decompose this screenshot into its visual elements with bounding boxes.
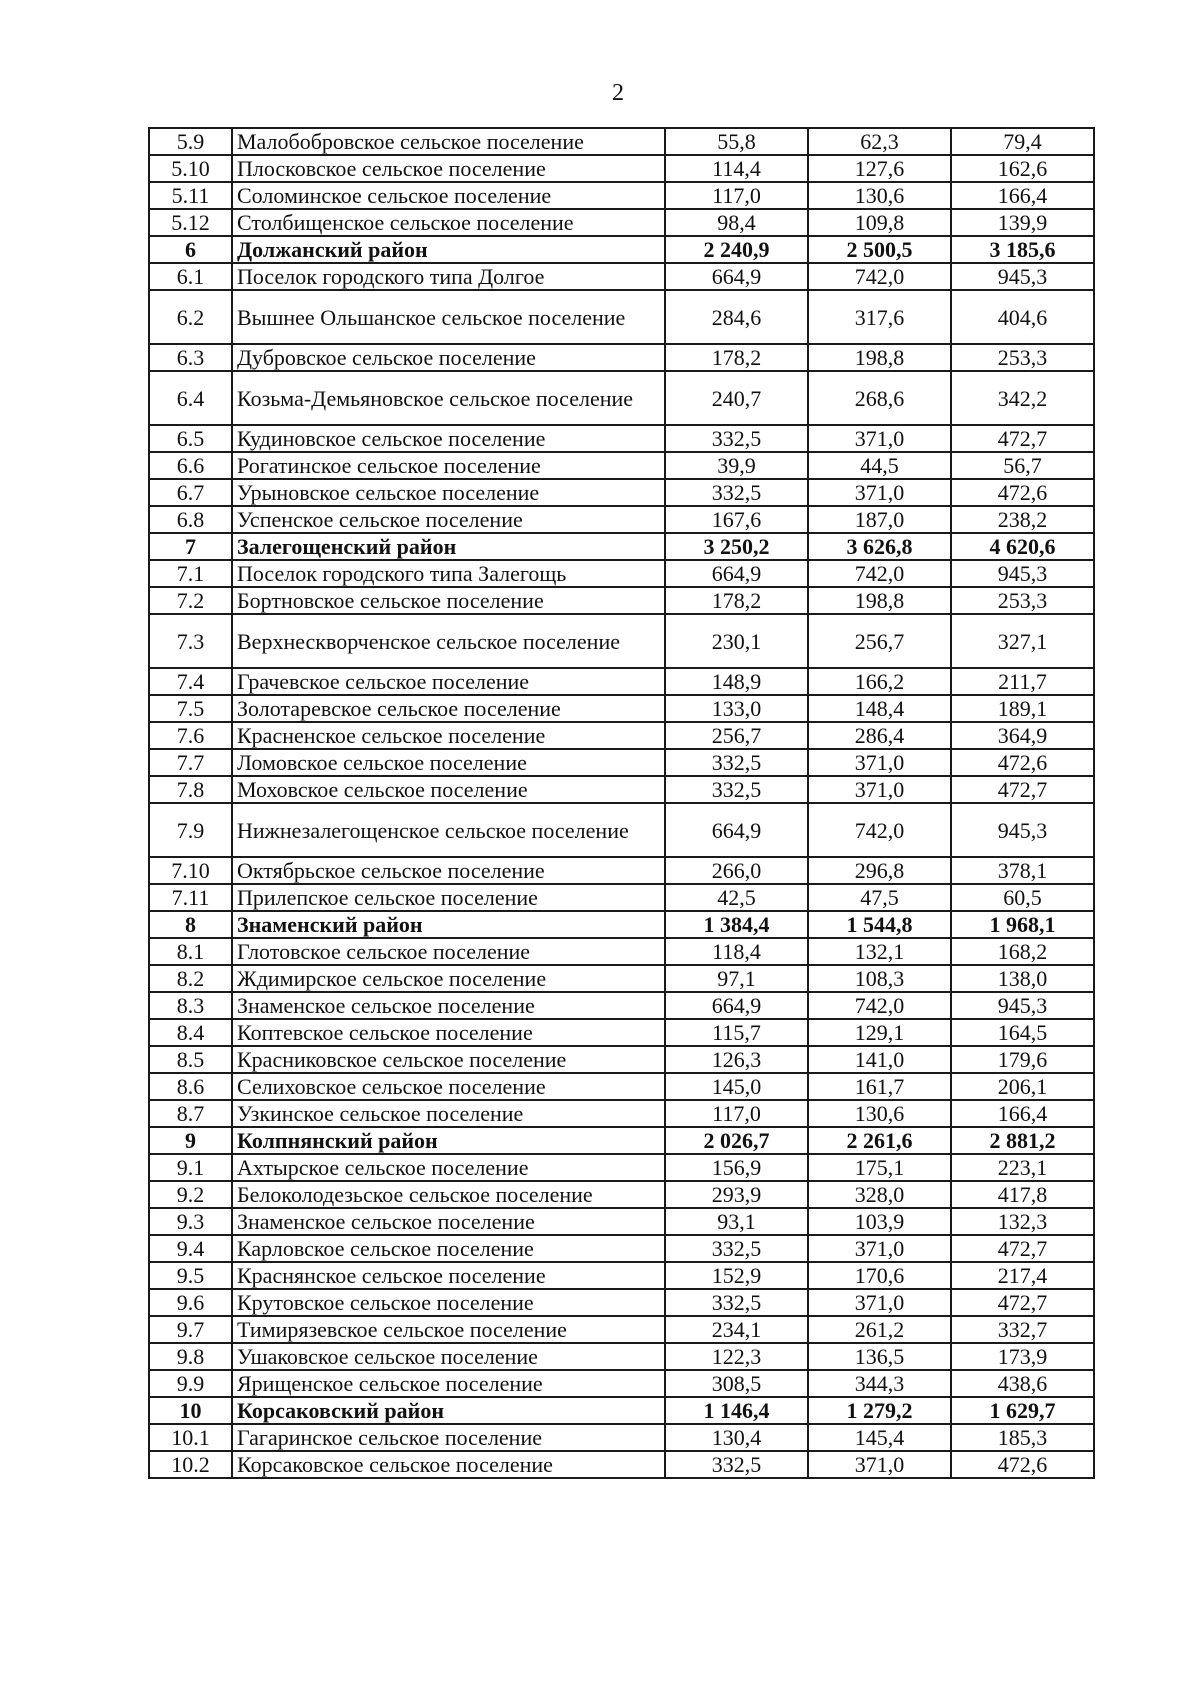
value-2-cell: 166,2 bbox=[808, 668, 951, 695]
settlement-name-cell: Ломовское сельское поселение bbox=[232, 749, 665, 776]
value-3-cell: 168,2 bbox=[951, 938, 1094, 965]
table-row bbox=[149, 1343, 1094, 1370]
value-2-cell: 3 626,8 bbox=[808, 533, 951, 560]
value-1-cell: 117,0 bbox=[665, 182, 808, 209]
settlement-name-cell: Нижнезалегощенское сельское поселение bbox=[232, 803, 665, 857]
settlement-name-cell: Должанский район bbox=[232, 236, 665, 263]
budget-table-container bbox=[148, 127, 1095, 1479]
row-number-cell: 9.6 bbox=[149, 1289, 232, 1316]
row-number-cell: 8.1 bbox=[149, 938, 232, 965]
table-row bbox=[149, 749, 1094, 776]
value-1-cell: 664,9 bbox=[665, 992, 808, 1019]
value-2-cell: 130,6 bbox=[808, 182, 951, 209]
table-row bbox=[149, 560, 1094, 587]
value-1-cell: 293,9 bbox=[665, 1181, 808, 1208]
value-1-cell: 117,0 bbox=[665, 1100, 808, 1127]
value-3-cell: 332,7 bbox=[951, 1316, 1094, 1343]
value-1-cell: 1 146,4 bbox=[665, 1397, 808, 1424]
value-2-cell: 198,8 bbox=[808, 344, 951, 371]
table-row bbox=[149, 1262, 1094, 1289]
settlement-name-cell: Бортновское сельское поселение bbox=[232, 587, 665, 614]
settlement-name-cell: Колпнянский район bbox=[232, 1127, 665, 1154]
value-3-cell: 56,7 bbox=[951, 452, 1094, 479]
row-number-cell: 9 bbox=[149, 1127, 232, 1154]
value-2-cell: 286,4 bbox=[808, 722, 951, 749]
table-row bbox=[149, 668, 1094, 695]
value-1-cell: 332,5 bbox=[665, 425, 808, 452]
row-number-cell: 5.10 bbox=[149, 155, 232, 182]
row-number-cell: 5.12 bbox=[149, 209, 232, 236]
row-number-cell: 8 bbox=[149, 911, 232, 938]
value-1-cell: 55,8 bbox=[665, 128, 808, 155]
row-number-cell: 9.1 bbox=[149, 1154, 232, 1181]
table-row bbox=[149, 1181, 1094, 1208]
value-3-cell: 945,3 bbox=[951, 263, 1094, 290]
settlement-name-cell: Знаменский район bbox=[232, 911, 665, 938]
table-row bbox=[149, 1370, 1094, 1397]
settlement-name-cell: Знаменское сельское поселение bbox=[232, 1208, 665, 1235]
value-1-cell: 3 250,2 bbox=[665, 533, 808, 560]
table-row bbox=[149, 803, 1094, 857]
value-3-cell: 472,6 bbox=[951, 479, 1094, 506]
row-number-cell: 6.7 bbox=[149, 479, 232, 506]
value-1-cell: 332,5 bbox=[665, 776, 808, 803]
value-3-cell: 472,7 bbox=[951, 776, 1094, 803]
value-1-cell: 230,1 bbox=[665, 614, 808, 668]
value-3-cell: 173,9 bbox=[951, 1343, 1094, 1370]
value-2-cell: 2 500,5 bbox=[808, 236, 951, 263]
value-3-cell: 4 620,6 bbox=[951, 533, 1094, 560]
table-row bbox=[149, 587, 1094, 614]
row-number-cell: 9.9 bbox=[149, 1370, 232, 1397]
value-1-cell: 167,6 bbox=[665, 506, 808, 533]
value-3-cell: 945,3 bbox=[951, 803, 1094, 857]
value-2-cell: 130,6 bbox=[808, 1100, 951, 1127]
value-3-cell: 166,4 bbox=[951, 1100, 1094, 1127]
value-2-cell: 328,0 bbox=[808, 1181, 951, 1208]
value-3-cell: 189,1 bbox=[951, 695, 1094, 722]
row-number-cell: 6.6 bbox=[149, 452, 232, 479]
budget-table bbox=[148, 127, 1095, 1479]
value-2-cell: 317,6 bbox=[808, 290, 951, 344]
row-number-cell: 7.5 bbox=[149, 695, 232, 722]
value-1-cell: 93,1 bbox=[665, 1208, 808, 1235]
row-number-cell: 7 bbox=[149, 533, 232, 560]
settlement-name-cell: Корсаковский район bbox=[232, 1397, 665, 1424]
value-1-cell: 284,6 bbox=[665, 290, 808, 344]
table-row bbox=[149, 452, 1094, 479]
settlement-name-cell: Крутовское сельское поселение bbox=[232, 1289, 665, 1316]
table-row bbox=[149, 182, 1094, 209]
value-3-cell: 1 968,1 bbox=[951, 911, 1094, 938]
row-number-cell: 7.10 bbox=[149, 857, 232, 884]
value-1-cell: 130,4 bbox=[665, 1424, 808, 1451]
settlement-name-cell: Селиховское сельское поселение bbox=[232, 1073, 665, 1100]
value-3-cell: 404,6 bbox=[951, 290, 1094, 344]
value-2-cell: 2 261,6 bbox=[808, 1127, 951, 1154]
settlement-name-cell: Октябрьское сельское поселение bbox=[232, 857, 665, 884]
table-row bbox=[149, 1019, 1094, 1046]
row-number-cell: 8.3 bbox=[149, 992, 232, 1019]
row-number-cell: 5.11 bbox=[149, 182, 232, 209]
value-3-cell: 472,7 bbox=[951, 425, 1094, 452]
value-3-cell: 185,3 bbox=[951, 1424, 1094, 1451]
value-1-cell: 118,4 bbox=[665, 938, 808, 965]
settlement-name-cell: Кудиновское сельское поселение bbox=[232, 425, 665, 452]
settlement-name-cell: Моховское сельское поселение bbox=[232, 776, 665, 803]
value-2-cell: 268,6 bbox=[808, 371, 951, 425]
table-row bbox=[149, 344, 1094, 371]
value-3-cell: 79,4 bbox=[951, 128, 1094, 155]
value-2-cell: 141,0 bbox=[808, 1046, 951, 1073]
value-1-cell: 664,9 bbox=[665, 560, 808, 587]
value-1-cell: 332,5 bbox=[665, 749, 808, 776]
value-3-cell: 162,6 bbox=[951, 155, 1094, 182]
row-number-cell: 9.5 bbox=[149, 1262, 232, 1289]
settlement-name-cell: Золотаревское сельское поселение bbox=[232, 695, 665, 722]
value-1-cell: 332,5 bbox=[665, 1451, 808, 1478]
value-3-cell: 378,1 bbox=[951, 857, 1094, 884]
value-3-cell: 472,7 bbox=[951, 1235, 1094, 1262]
value-2-cell: 127,6 bbox=[808, 155, 951, 182]
district-row bbox=[149, 236, 1094, 263]
row-number-cell: 8.6 bbox=[149, 1073, 232, 1100]
table-row bbox=[149, 992, 1094, 1019]
row-number-cell: 7.7 bbox=[149, 749, 232, 776]
settlement-name-cell: Прилепское сельское поселение bbox=[232, 884, 665, 911]
value-1-cell: 664,9 bbox=[665, 803, 808, 857]
value-1-cell: 126,3 bbox=[665, 1046, 808, 1073]
value-3-cell: 211,7 bbox=[951, 668, 1094, 695]
table-row bbox=[149, 1154, 1094, 1181]
row-number-cell: 7.4 bbox=[149, 668, 232, 695]
table-row bbox=[149, 1046, 1094, 1073]
value-1-cell: 332,5 bbox=[665, 1289, 808, 1316]
settlement-name-cell: Грачевское сельское поселение bbox=[232, 668, 665, 695]
value-2-cell: 148,4 bbox=[808, 695, 951, 722]
settlement-name-cell: Плосковское сельское поселение bbox=[232, 155, 665, 182]
value-2-cell: 44,5 bbox=[808, 452, 951, 479]
district-row bbox=[149, 1397, 1094, 1424]
row-number-cell: 10.1 bbox=[149, 1424, 232, 1451]
value-3-cell: 253,3 bbox=[951, 344, 1094, 371]
row-number-cell: 8.2 bbox=[149, 965, 232, 992]
row-number-cell: 8.7 bbox=[149, 1100, 232, 1127]
settlement-name-cell: Красниковское сельское поселение bbox=[232, 1046, 665, 1073]
settlement-name-cell: Соломинское сельское поселение bbox=[232, 182, 665, 209]
value-3-cell: 327,1 bbox=[951, 614, 1094, 668]
settlement-name-cell: Гагаринское сельское поселение bbox=[232, 1424, 665, 1451]
settlement-name-cell: Коптевское сельское поселение bbox=[232, 1019, 665, 1046]
value-3-cell: 945,3 bbox=[951, 560, 1094, 587]
value-2-cell: 261,2 bbox=[808, 1316, 951, 1343]
value-1-cell: 133,0 bbox=[665, 695, 808, 722]
row-number-cell: 7.6 bbox=[149, 722, 232, 749]
settlement-name-cell: Рогатинское сельское поселение bbox=[232, 452, 665, 479]
value-2-cell: 742,0 bbox=[808, 992, 951, 1019]
value-3-cell: 217,4 bbox=[951, 1262, 1094, 1289]
settlement-name-cell: Столбищенское сельское поселение bbox=[232, 209, 665, 236]
value-2-cell: 132,1 bbox=[808, 938, 951, 965]
settlement-name-cell: Корсаковское сельское поселение bbox=[232, 1451, 665, 1478]
settlement-name-cell: Красненское сельское поселение bbox=[232, 722, 665, 749]
settlement-name-cell: Козьма-Демьяновское сельское поселение bbox=[232, 371, 665, 425]
value-3-cell: 139,9 bbox=[951, 209, 1094, 236]
table-row bbox=[149, 776, 1094, 803]
table-row bbox=[149, 290, 1094, 344]
settlement-name-cell: Узкинское сельское поселение bbox=[232, 1100, 665, 1127]
value-1-cell: 122,3 bbox=[665, 1343, 808, 1370]
value-1-cell: 332,5 bbox=[665, 479, 808, 506]
value-2-cell: 371,0 bbox=[808, 776, 951, 803]
value-1-cell: 2 026,7 bbox=[665, 1127, 808, 1154]
table-row bbox=[149, 1289, 1094, 1316]
value-1-cell: 97,1 bbox=[665, 965, 808, 992]
table-row bbox=[149, 128, 1094, 155]
value-1-cell: 332,5 bbox=[665, 1235, 808, 1262]
settlement-name-cell: Успенское сельское поселение bbox=[232, 506, 665, 533]
table-row bbox=[149, 1235, 1094, 1262]
value-3-cell: 138,0 bbox=[951, 965, 1094, 992]
value-1-cell: 178,2 bbox=[665, 587, 808, 614]
table-row bbox=[149, 938, 1094, 965]
table-row bbox=[149, 965, 1094, 992]
settlement-name-cell: Урыновское сельское поселение bbox=[232, 479, 665, 506]
row-number-cell: 10 bbox=[149, 1397, 232, 1424]
value-2-cell: 344,3 bbox=[808, 1370, 951, 1397]
table-row bbox=[149, 479, 1094, 506]
value-2-cell: 371,0 bbox=[808, 749, 951, 776]
value-1-cell: 240,7 bbox=[665, 371, 808, 425]
value-2-cell: 170,6 bbox=[808, 1262, 951, 1289]
district-row bbox=[149, 1127, 1094, 1154]
table-row bbox=[149, 1073, 1094, 1100]
value-3-cell: 945,3 bbox=[951, 992, 1094, 1019]
row-number-cell: 7.11 bbox=[149, 884, 232, 911]
district-row bbox=[149, 911, 1094, 938]
value-3-cell: 472,6 bbox=[951, 749, 1094, 776]
row-number-cell: 8.5 bbox=[149, 1046, 232, 1073]
row-number-cell: 7.3 bbox=[149, 614, 232, 668]
settlement-name-cell: Знаменское сельское поселение bbox=[232, 992, 665, 1019]
value-1-cell: 1 384,4 bbox=[665, 911, 808, 938]
value-1-cell: 256,7 bbox=[665, 722, 808, 749]
settlement-name-cell: Краснянское сельское поселение bbox=[232, 1262, 665, 1289]
value-2-cell: 371,0 bbox=[808, 425, 951, 452]
table-row bbox=[149, 722, 1094, 749]
settlement-name-cell: Ахтырское сельское поселение bbox=[232, 1154, 665, 1181]
settlement-name-cell: Ушаковское сельское поселение bbox=[232, 1343, 665, 1370]
value-1-cell: 2 240,9 bbox=[665, 236, 808, 263]
value-2-cell: 742,0 bbox=[808, 560, 951, 587]
settlement-name-cell: Дубровское сельское поселение bbox=[232, 344, 665, 371]
value-3-cell: 3 185,6 bbox=[951, 236, 1094, 263]
value-3-cell: 164,5 bbox=[951, 1019, 1094, 1046]
table-row bbox=[149, 1451, 1094, 1478]
value-2-cell: 1 279,2 bbox=[808, 1397, 951, 1424]
row-number-cell: 8.4 bbox=[149, 1019, 232, 1046]
value-1-cell: 42,5 bbox=[665, 884, 808, 911]
value-1-cell: 156,9 bbox=[665, 1154, 808, 1181]
value-1-cell: 664,9 bbox=[665, 263, 808, 290]
value-3-cell: 472,6 bbox=[951, 1451, 1094, 1478]
row-number-cell: 7.8 bbox=[149, 776, 232, 803]
row-number-cell: 6.2 bbox=[149, 290, 232, 344]
row-number-cell: 6.3 bbox=[149, 344, 232, 371]
district-row bbox=[149, 533, 1094, 560]
settlement-name-cell: Карловское сельское поселение bbox=[232, 1235, 665, 1262]
table-row bbox=[149, 614, 1094, 668]
table-row bbox=[149, 857, 1094, 884]
row-number-cell: 6.1 bbox=[149, 263, 232, 290]
value-2-cell: 742,0 bbox=[808, 803, 951, 857]
value-2-cell: 371,0 bbox=[808, 1289, 951, 1316]
row-number-cell: 9.3 bbox=[149, 1208, 232, 1235]
value-3-cell: 472,7 bbox=[951, 1289, 1094, 1316]
value-2-cell: 62,3 bbox=[808, 128, 951, 155]
table-row bbox=[149, 371, 1094, 425]
row-number-cell: 9.8 bbox=[149, 1343, 232, 1370]
settlement-name-cell: Белоколодезьское сельское поселение bbox=[232, 1181, 665, 1208]
value-3-cell: 179,6 bbox=[951, 1046, 1094, 1073]
value-2-cell: 47,5 bbox=[808, 884, 951, 911]
value-3-cell: 438,6 bbox=[951, 1370, 1094, 1397]
value-2-cell: 371,0 bbox=[808, 479, 951, 506]
value-1-cell: 308,5 bbox=[665, 1370, 808, 1397]
settlement-name-cell: Залегощенский район bbox=[232, 533, 665, 560]
value-3-cell: 364,9 bbox=[951, 722, 1094, 749]
value-2-cell: 371,0 bbox=[808, 1235, 951, 1262]
table-row bbox=[149, 1316, 1094, 1343]
settlement-name-cell: Вышнее Ольшанское сельское поселение bbox=[232, 290, 665, 344]
row-number-cell: 6 bbox=[149, 236, 232, 263]
value-2-cell: 187,0 bbox=[808, 506, 951, 533]
value-2-cell: 103,9 bbox=[808, 1208, 951, 1235]
value-3-cell: 2 881,2 bbox=[951, 1127, 1094, 1154]
table-row bbox=[149, 1208, 1094, 1235]
value-1-cell: 266,0 bbox=[665, 857, 808, 884]
row-number-cell: 6.8 bbox=[149, 506, 232, 533]
settlement-name-cell: Поселок городского типа Залегощь bbox=[232, 560, 665, 587]
value-2-cell: 129,1 bbox=[808, 1019, 951, 1046]
table-row bbox=[149, 155, 1094, 182]
table-row bbox=[149, 425, 1094, 452]
settlement-name-cell: Верхнескворченское сельское поселение bbox=[232, 614, 665, 668]
table-row bbox=[149, 884, 1094, 911]
table-row bbox=[149, 695, 1094, 722]
value-3-cell: 206,1 bbox=[951, 1073, 1094, 1100]
value-3-cell: 166,4 bbox=[951, 182, 1094, 209]
value-1-cell: 115,7 bbox=[665, 1019, 808, 1046]
row-number-cell: 6.5 bbox=[149, 425, 232, 452]
value-2-cell: 1 544,8 bbox=[808, 911, 951, 938]
page-number: 2 bbox=[612, 80, 624, 106]
settlement-name-cell: Малобобровское сельское поселение bbox=[232, 128, 665, 155]
value-2-cell: 108,3 bbox=[808, 965, 951, 992]
row-number-cell: 7.1 bbox=[149, 560, 232, 587]
value-1-cell: 98,4 bbox=[665, 209, 808, 236]
value-2-cell: 296,8 bbox=[808, 857, 951, 884]
row-number-cell: 7.2 bbox=[149, 587, 232, 614]
value-2-cell: 256,7 bbox=[808, 614, 951, 668]
value-3-cell: 238,2 bbox=[951, 506, 1094, 533]
value-1-cell: 178,2 bbox=[665, 344, 808, 371]
settlement-name-cell: Поселок городского типа Долгое bbox=[232, 263, 665, 290]
value-3-cell: 132,3 bbox=[951, 1208, 1094, 1235]
value-2-cell: 161,7 bbox=[808, 1073, 951, 1100]
value-2-cell: 145,4 bbox=[808, 1424, 951, 1451]
settlement-name-cell: Глотовское сельское поселение bbox=[232, 938, 665, 965]
row-number-cell: 10.2 bbox=[149, 1451, 232, 1478]
value-1-cell: 148,9 bbox=[665, 668, 808, 695]
table-row bbox=[149, 263, 1094, 290]
value-1-cell: 39,9 bbox=[665, 452, 808, 479]
value-2-cell: 742,0 bbox=[808, 263, 951, 290]
table-row bbox=[149, 1424, 1094, 1451]
row-number-cell: 5.9 bbox=[149, 128, 232, 155]
row-number-cell: 6.4 bbox=[149, 371, 232, 425]
row-number-cell: 7.9 bbox=[149, 803, 232, 857]
value-1-cell: 234,1 bbox=[665, 1316, 808, 1343]
value-2-cell: 371,0 bbox=[808, 1451, 951, 1478]
row-number-cell: 9.4 bbox=[149, 1235, 232, 1262]
value-3-cell: 253,3 bbox=[951, 587, 1094, 614]
table-row bbox=[149, 1100, 1094, 1127]
value-3-cell: 342,2 bbox=[951, 371, 1094, 425]
value-2-cell: 109,8 bbox=[808, 209, 951, 236]
value-2-cell: 198,8 bbox=[808, 587, 951, 614]
table-row bbox=[149, 209, 1094, 236]
settlement-name-cell: Ждимирское сельское поселение bbox=[232, 965, 665, 992]
value-1-cell: 114,4 bbox=[665, 155, 808, 182]
settlement-name-cell: Ярищенское сельское поселение bbox=[232, 1370, 665, 1397]
value-3-cell: 60,5 bbox=[951, 884, 1094, 911]
value-3-cell: 223,1 bbox=[951, 1154, 1094, 1181]
value-2-cell: 175,1 bbox=[808, 1154, 951, 1181]
value-3-cell: 1 629,7 bbox=[951, 1397, 1094, 1424]
value-3-cell: 417,8 bbox=[951, 1181, 1094, 1208]
table-body bbox=[149, 128, 1094, 1478]
value-1-cell: 145,0 bbox=[665, 1073, 808, 1100]
table-row bbox=[149, 506, 1094, 533]
value-1-cell: 152,9 bbox=[665, 1262, 808, 1289]
value-2-cell: 136,5 bbox=[808, 1343, 951, 1370]
row-number-cell: 9.7 bbox=[149, 1316, 232, 1343]
row-number-cell: 9.2 bbox=[149, 1181, 232, 1208]
settlement-name-cell: Тимирязевское сельское поселение bbox=[232, 1316, 665, 1343]
